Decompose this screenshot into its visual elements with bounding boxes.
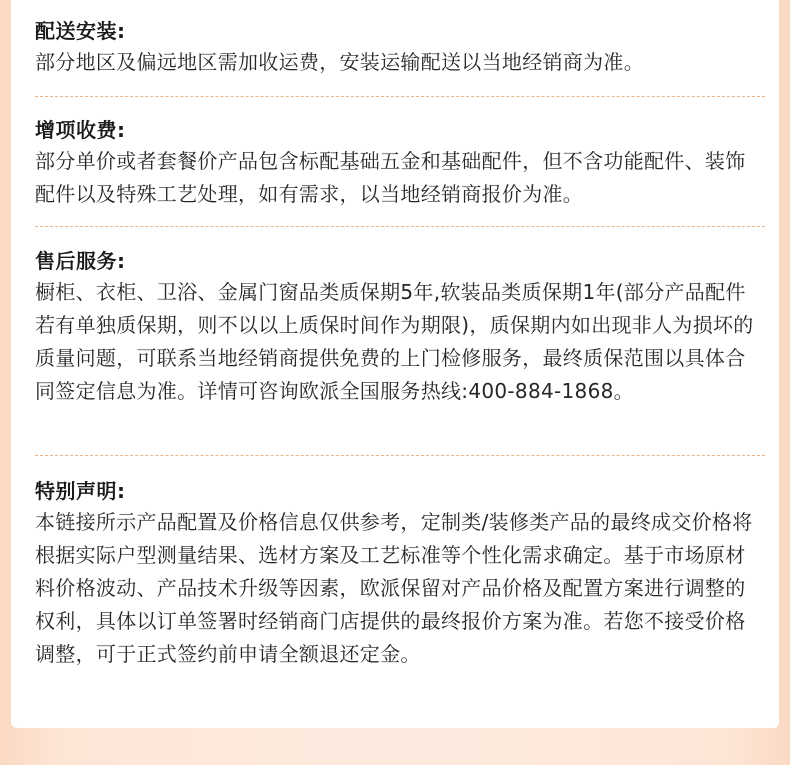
section-divider [35,96,765,97]
info-card [11,0,779,728]
section-body: 部分地区及偏远地区需加收运费，安装运输配送以当地经销商为准。 [35,50,644,74]
section-body: 本链接所示产品配置及价格信息仅供参考，定制类/装修类产品的最终成交价格将根据实际户型测量结果、选材方案及工艺标准等个性化需求确定。基于市场原材料价格波动、产品技术升级等因素，欧派保留对产品价格及配置方案进行调整的权利，具体以订单签署时经销商门店提供的最终报价方案为准。若您不接受价格调整，可于正式签约前申请全额退还定金。 [35,510,753,666]
section-divider [35,455,765,456]
section-body: 橱柜、衣柜、卫浴、金属门窗品类质保期5年,软装品类质保期1年(部分产品配件若有单独质保期，则不以以上质保时间作为期限)，质保期内如出现非人为损坏的质量问题，可联系当地经销商提供免费的上门检修服务，最终质保范围以具体合同签定信息为准。详情可咨询欧派全国服务热线:400-884-1868。 [35,280,754,403]
section-special-statement [35,476,765,671]
section-body: 部分单价或者套餐价产品包含标配基础五金和基础配件，但不含功能配件、装饰配件以及特殊工艺处理，如有需求，以当地经销商报价为准。 [35,149,746,206]
section-title: 配送安装: [35,19,126,43]
section-title: 增项收费: [35,118,126,142]
section-delivery-installation [35,16,765,79]
section-divider [35,226,765,227]
section-extra-charges [35,115,765,211]
section-after-sales [35,246,765,408]
section-title: 售后服务: [35,249,126,273]
section-title: 特别声明: [35,479,126,503]
